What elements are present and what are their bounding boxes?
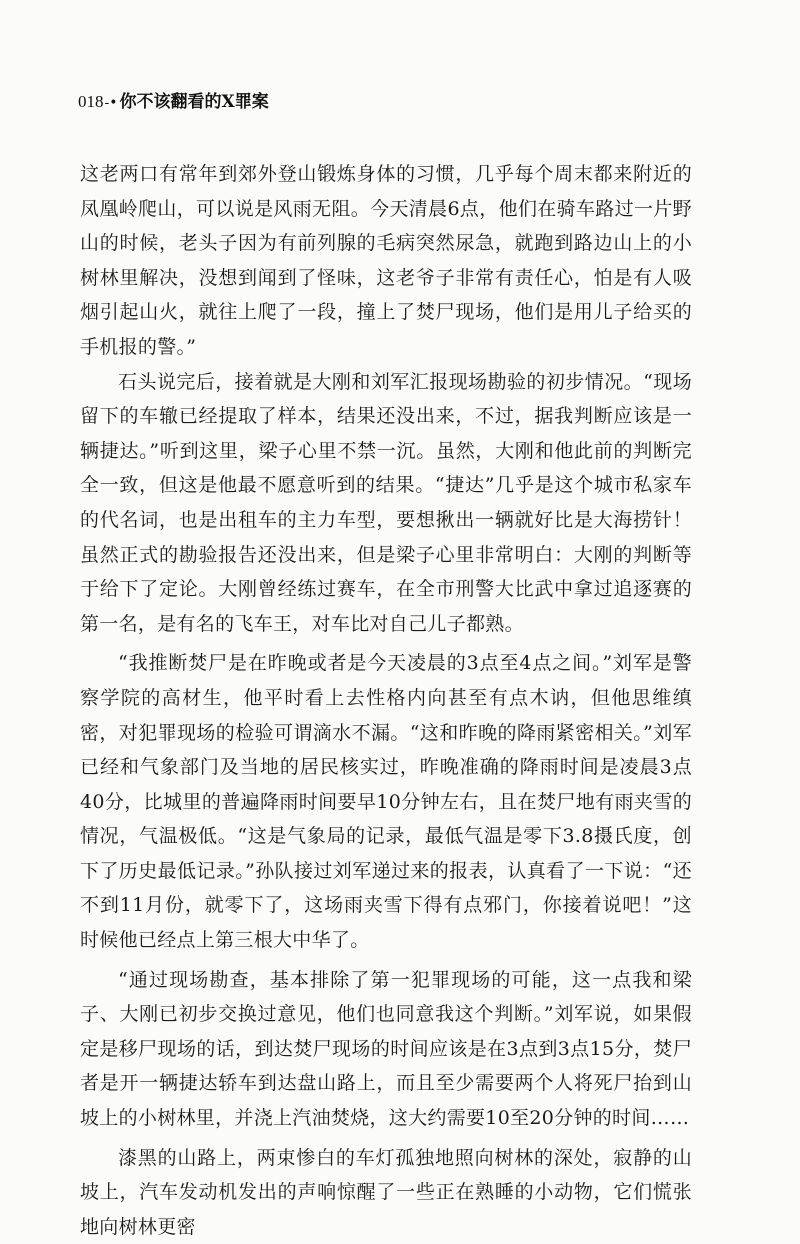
- page-number: 018: [78, 92, 104, 111]
- paragraph-5: 漆黑的山路上，两束惨白的车灯孤独地照向树林的深处，寂静的山坡上，汽车发动机发出的声响惊醒了一些正在熟睡的小动物，它们慌张地向树林更密: [80, 1146, 692, 1238]
- book-title: 你不该翻看的X罪案: [119, 92, 269, 112]
- paragraph-1: 这老两口有常年到郊外登山锻炼身体的习惯，几乎每个周末都来附近的凤凰岭爬山，可以说是风雨无阻。今天清晨6点，他们在骑车路过一片野山的时候，老头子因为有前列腺的毛病突然尿急，就跑到路边山上的小树林里解决，没想到闻到了怪味，这老爷子非常有责任心，怕是有人吸烟引起山火，就往上爬了一段，撞上了焚尸现场，他们是用儿子给买的手机报的警。”: [80, 163, 692, 358]
- body-text: [80, 157, 692, 1244]
- paragraph-2: 石头说完后，接着就是大刚和刘军汇报现场勘验的初步情况。“现场留下的车辙已经提取了样本，结果还没出来，不过，据我判断应该是一辆捷达。”听到这里，梁子心里不禁一沉。虽然，大刚和他此前的判断完全一致，但这是他最不愿意听到的结果。“捷达”几乎是这个城市私家车的代名词，也是出租车的主力车型，要想揪出一辆就好比是大海捞针！虽然正式的勘验报告还没出来，但是梁子心里非常明白：大刚的判断等于给下了定论。大刚曾经练过赛车，在全市刑警大比武中拿过追逐赛的第一名，是有名的飞车王，对车比对自己儿子都熟。: [80, 370, 692, 635]
- header-separator: -•: [104, 95, 118, 111]
- paragraph-3: “我推断焚尸是在昨晚或者是今天凌晨的3点至4点之间。”刘军是警察学院的高材生，他平时看上去性格内向甚至有点木讷，但他思维缜密，对犯罪现场的检验可谓滴水不漏。“这和昨晚的降雨紧密相关。”刘军已经和气象部门及当地的居民核实过，昨晚准确的降雨时间是凌晨3点40分，比城里的普遍降雨时间要早10分钟左右，且在焚尸地有雨夹雪的情况，气温极低。“这是气象局的记录，最低气温是零下3.8摄氏度，创下了历史最低记录。”孙队接过刘军递过来的报表，认真看了一下说：“还不到11月份，就零下了，这场雨夹雪下得有点邪门，你接着说吧！”这时候他已经点上第三根大中华了。: [80, 652, 692, 952]
- paragraph-4: “通过现场勘查，基本排除了第一犯罪现场的可能，这一点我和梁子、大刚已初步交换过意见，他们也同意我这个判断。”刘军说，如果假定是移尸现场的话，到达焚尸现场的时间应该是在3点到3点15分，焚尸者是开一辆捷达轿车到达盘山路上，而且至少需要两个人将死尸抬到山坡上的小树林里，并浇上汽油焚烧，这大约需要10至20分钟的时间……: [80, 968, 692, 1130]
- page-header: [78, 91, 269, 114]
